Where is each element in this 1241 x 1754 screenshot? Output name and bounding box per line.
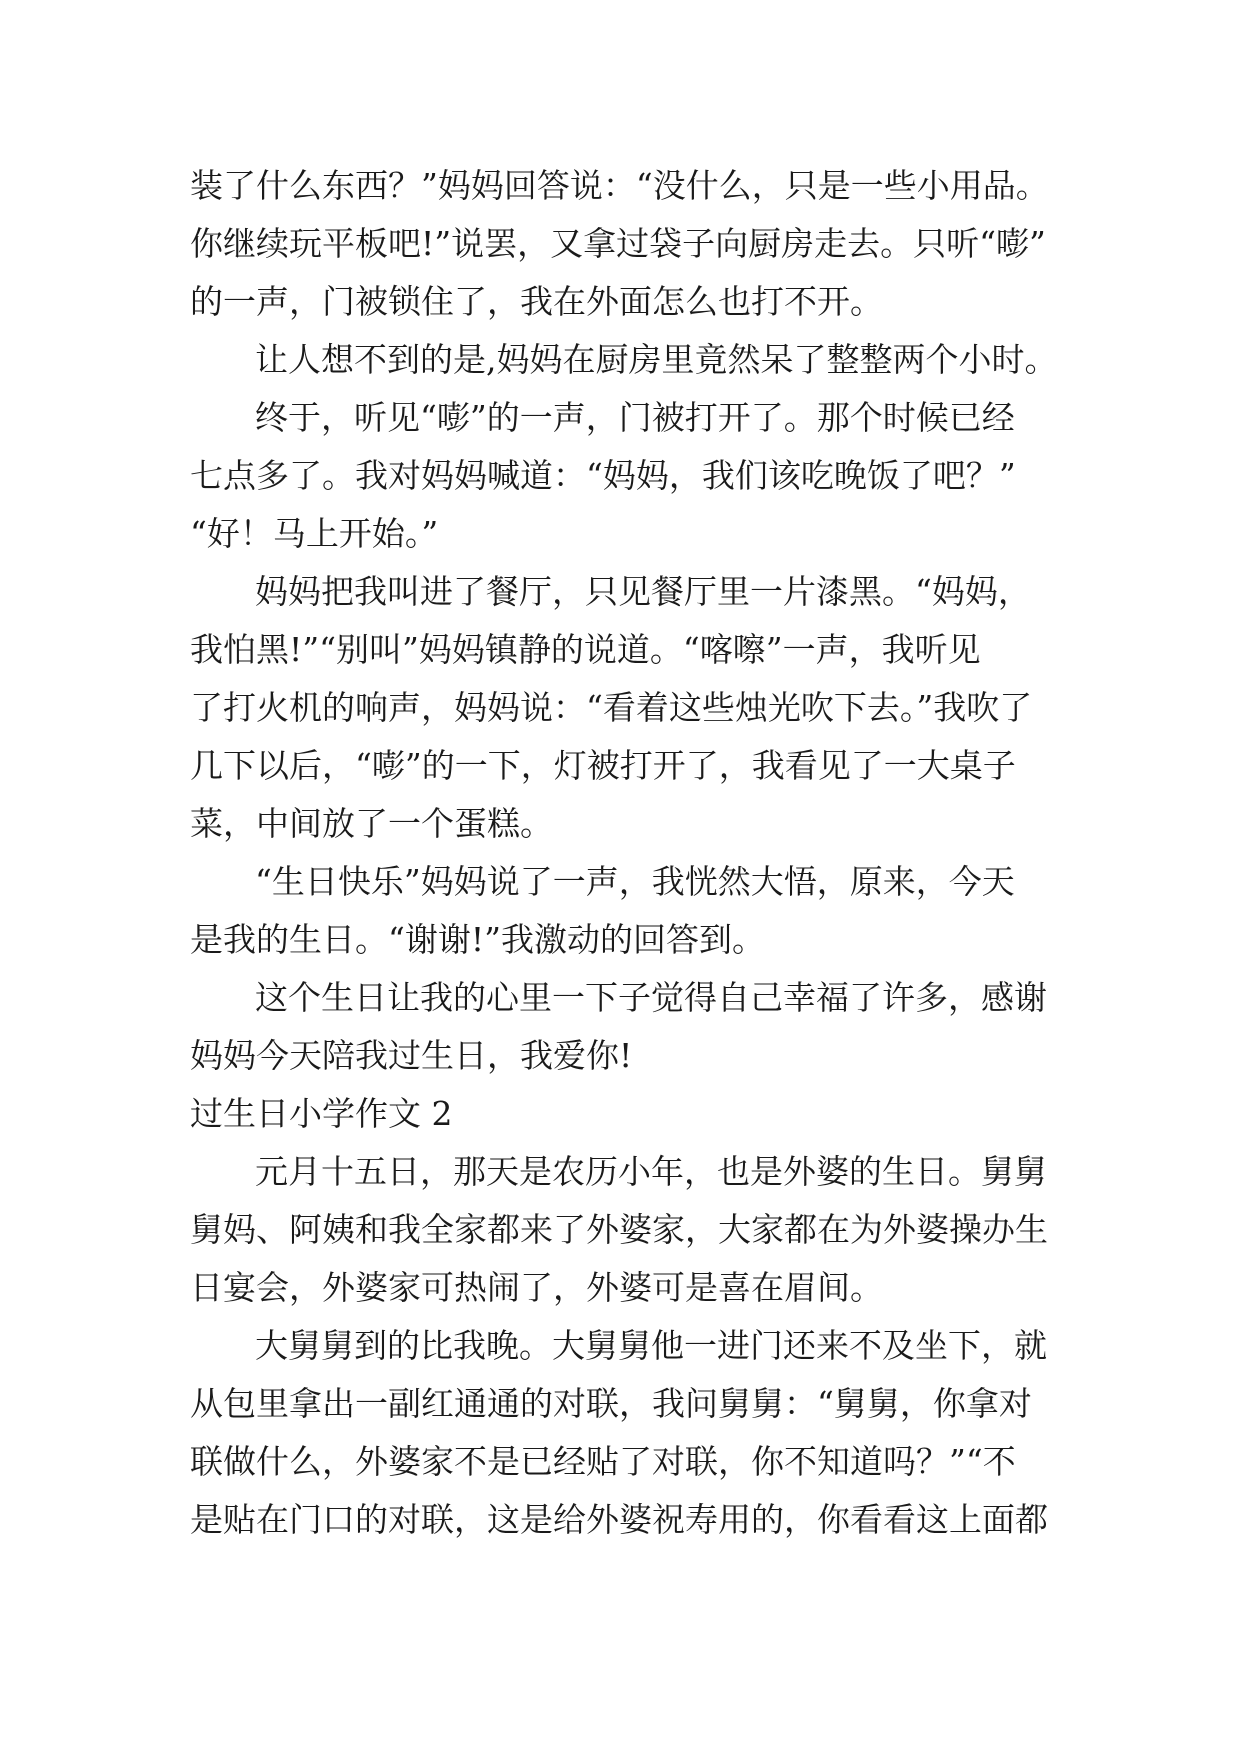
text-line: “生日快乐”妈妈说了一声，我恍然大悟，原来，今天 bbox=[255, 862, 1015, 901]
text-line: 从包里拿出一副红通通的对联，我问舅舅：“舅舅，你拿对 bbox=[190, 1384, 1032, 1423]
text-line: 几下以后，“嘭”的一下，灯被打开了，我看见了一大桌子 bbox=[190, 746, 1016, 785]
text-line: 这个生日让我的心里一下子觉得自己幸福了许多，感谢 bbox=[255, 978, 1047, 1017]
text-line: 我怕黑!”“别叫”妈妈镇静的说道。“喀嚓”一声，我听见 bbox=[190, 630, 981, 669]
text-line: 联做什么，外婆家不是已经贴了对联，你不知道吗？”“不 bbox=[190, 1442, 1016, 1481]
text-line: 终于，听见“嘭”的一声，门被打开了。那个时候已经 bbox=[255, 398, 1015, 437]
text-line: 了打火机的响声，妈妈说：“看着这些烛光吹下去。”我吹了 bbox=[190, 688, 1033, 727]
text-line: 让人想不到的是,妈妈在厨房里竟然呆了整整两个小时。 bbox=[255, 340, 1058, 379]
text-line: “好！马上开始。” bbox=[190, 514, 439, 553]
text-line: 七点多了。我对妈妈喊道：“妈妈，我们该吃晚饭了吧？” bbox=[190, 456, 1016, 495]
text-line: 菜，中间放了一个蛋糕。 bbox=[190, 804, 553, 843]
text-line: 是我的生日。“谢谢!”我激动的回答到。 bbox=[190, 920, 766, 959]
text-line: 装了什么东西？”妈妈回答说：“没什么，只是一些小用品。 bbox=[190, 166, 1049, 205]
text-line: 元月十五日，那天是农历小年，也是外婆的生日。舅舅 bbox=[255, 1152, 1047, 1191]
text-line: 妈妈今天陪我过生日，我爱你! bbox=[190, 1036, 633, 1075]
text-line: 日宴会，外婆家可热闹了，外婆可是喜在眉间。 bbox=[190, 1268, 883, 1307]
text-line: 你继续玩平板吧!”说罢，又拿过袋子向厨房走去。只听“嘭” bbox=[190, 224, 1046, 263]
text-line: 是贴在门口的对联，这是给外婆祝寿用的，你看看这上面都 bbox=[190, 1500, 1048, 1539]
text-line: 妈妈把我叫进了餐厅，只见餐厅里一片漆黑。“妈妈， bbox=[255, 572, 1031, 611]
text-line: 大舅舅到的比我晚。大舅舅他一进门还来不及坐下，就 bbox=[255, 1326, 1047, 1365]
section-heading: 过生日小学作文 2 bbox=[190, 1094, 453, 1133]
text-line: 舅妈、阿姨和我全家都来了外婆家，大家都在为外婆操办生 bbox=[190, 1210, 1048, 1249]
text-line: 的一声，门被锁住了，我在外面怎么也打不开。 bbox=[190, 282, 883, 321]
